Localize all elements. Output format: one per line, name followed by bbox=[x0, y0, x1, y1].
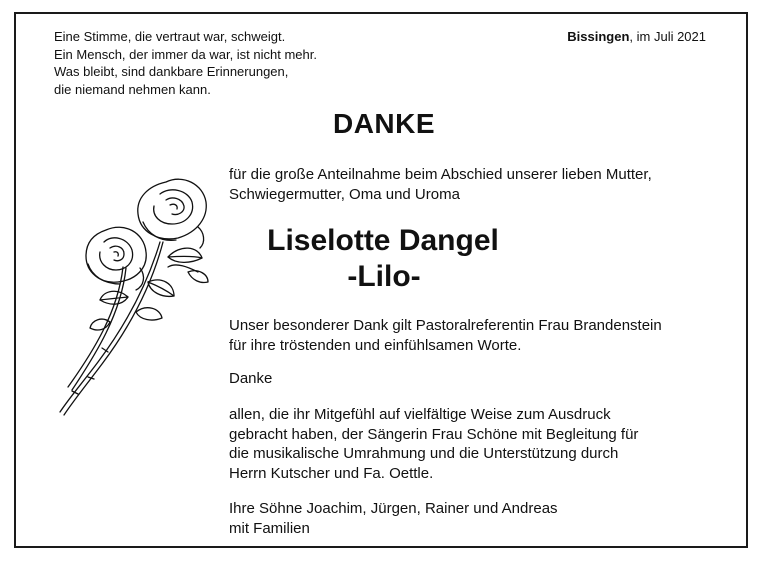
poem-line: Eine Stimme, die vertraut war, schweigt. bbox=[54, 29, 286, 44]
deceased-nickname: -Lilo- bbox=[347, 260, 421, 293]
poem-line: die niemand nehmen kann. bbox=[54, 81, 211, 97]
text-line: gebracht haben, der Sängerin Frau Schöne mit Begleitung für bbox=[229, 425, 639, 443]
poem-line: Was bleibt, sind dankbare Erinnerungen, bbox=[54, 64, 289, 79]
poem-line: Ein Mensch, der immer da war, ist nicht mehr. bbox=[54, 46, 317, 62]
text-line: Herrn Kutscher und Fa. Oettle. bbox=[229, 464, 434, 482]
intro-line: für die große Anteilnahme beim Abschied unserer lieben Mutter, bbox=[229, 166, 652, 183]
page-title: DANKE bbox=[332, 108, 436, 139]
intro-line: Schwiegermutter, Oma und Uroma bbox=[229, 186, 460, 203]
thanks-all-paragraph bbox=[229, 405, 719, 483]
text-line: die musikalische Umrahmung und die Unterstützung durch bbox=[229, 445, 619, 462]
deceased-name: Liselotte Dangel bbox=[267, 224, 499, 257]
place: Bissingen bbox=[567, 29, 630, 44]
poem bbox=[54, 28, 317, 98]
danke-line: Danke bbox=[229, 370, 273, 387]
roses-icon bbox=[48, 172, 218, 422]
special-thanks-paragraph bbox=[229, 316, 719, 355]
text-line: allen, die ihr Mitgefühl auf vielfältige Weise zum Ausdruck bbox=[229, 406, 611, 423]
signature-line: mit Familien bbox=[229, 519, 310, 537]
date: , im Juli 2021 bbox=[629, 29, 706, 44]
signature bbox=[229, 499, 719, 538]
place-date bbox=[540, 28, 706, 46]
text-line: für ihre tröstenden und einfühlsamen Worte. bbox=[229, 336, 522, 354]
intro-text bbox=[229, 165, 709, 205]
text-line: Unser besonderer Dank gilt Pastoralreferentin Frau Brandenstein bbox=[229, 317, 662, 334]
signature-line: Ihre Söhne Joachim, Jürgen, Rainer und Andreas bbox=[229, 500, 558, 517]
